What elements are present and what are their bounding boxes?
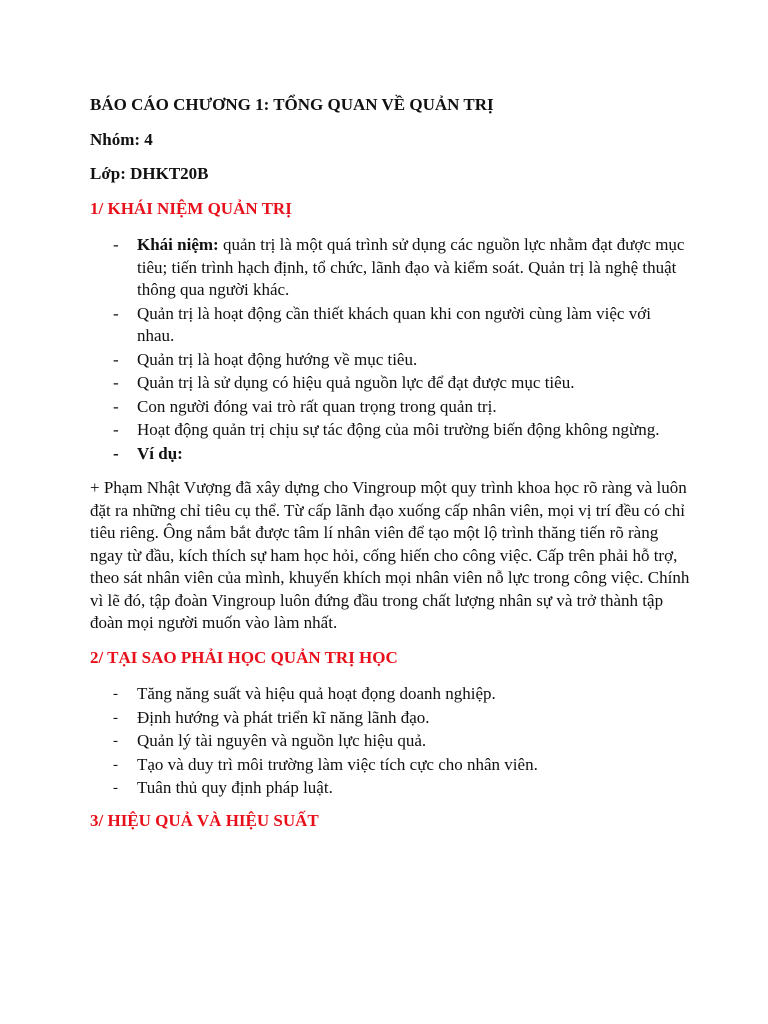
list-item-text: Tuân thủ quy định pháp luật. <box>137 778 333 797</box>
list-item-text: Quản lý tài nguyên và nguồn lực hiệu quả. <box>137 731 427 750</box>
list-item-text: Quản trị là hoạt động hướng về mục tiêu. <box>137 349 418 369</box>
example-label: Ví dụ: <box>137 443 183 463</box>
dash-bullet: - <box>113 709 118 726</box>
example-paragraph: + Phạm Nhật Vượng đã xây dựng cho Vingroup một quy trình khoa học rõ ràng và luôn đặt ra những chỉ tiêu cụ thể. Từ cấp lãnh đạo xuống cấp nhân viên, mọi vị trí đều có chỉ tiêu riêng. Ông nắm bắt được tâm lí nhân viên để tạo một lộ trình thăng tiến rõ ràng ngay từ đầu, kích thích sự ham học hỏi, cống hiến cho công việc. Cấp trên phải hỗ trợ, theo sát nhân viên của mình, khuyến khích mọi nhân viên nỗ lực trong công việc. Chính vì lẽ đó, tập đoàn Vingroup luôn đứng đầu trong chất lượng nhân sự và trở thành tập đoàn mọi người muốn vào làm nhất. <box>90 478 690 632</box>
section-3-heading: 3/ HIỆU QUẢ VÀ HIỆU SUẤT <box>90 810 319 830</box>
list-item-text: Tăng năng suất và hiệu quả hoạt đọng doanh nghiệp. <box>137 684 496 703</box>
list-item <box>90 234 690 302</box>
section-2-heading: 2/ TẠI SAO PHẢI HỌC QUẢN TRỊ HỌC <box>90 647 398 667</box>
section-1-list <box>90 234 690 465</box>
section-1-heading: 1/ KHÁI NIỆM QUẢN TRỊ <box>90 198 292 218</box>
list-item <box>90 396 690 419</box>
list-item <box>90 372 690 395</box>
list-item <box>90 730 690 753</box>
dash-bullet: - <box>113 349 119 369</box>
list-item-text: Tạo và duy trì môi trường làm việc tích cực cho nhân viên. <box>137 754 538 774</box>
dash-bullet: - <box>113 686 118 702</box>
dash-bullet: - <box>113 756 118 773</box>
list-item-text: Quản trị là hoạt động cần thiết khách quan khi con người cùng làm việc với nhau. <box>137 303 651 345</box>
list-item <box>90 419 690 442</box>
dash-bullet: - <box>113 780 118 796</box>
dash-bullet: - <box>113 303 119 323</box>
dash-bullet: - <box>113 443 119 463</box>
list-item <box>90 443 690 466</box>
list-item <box>90 754 690 777</box>
document-title: BÁO CÁO CHƯƠNG 1: TỔNG QUAN VỀ QUẢN TRỊ <box>90 95 494 114</box>
list-item-text: Quản trị là sử dụng có hiệu quả nguồn lực để đạt được mục tiêu. <box>137 373 575 392</box>
dash-bullet: - <box>113 420 119 439</box>
document-body <box>90 94 690 832</box>
list-item <box>90 303 690 348</box>
dash-bullet: - <box>113 235 119 254</box>
definition-label: Khái niệm: <box>137 235 219 254</box>
class-line: Lớp: DHKT20B <box>90 164 209 183</box>
dash-bullet: - <box>113 733 118 749</box>
dash-bullet: - <box>113 373 119 392</box>
list-item <box>90 777 690 800</box>
list-item <box>90 683 690 706</box>
list-item <box>90 707 690 730</box>
section-2-list <box>90 683 690 800</box>
dash-bullet: - <box>113 396 119 416</box>
list-item-text: Hoạt động quản trị chịu sự tác động của môi trường biến động không ngừng. <box>137 420 660 439</box>
group-line: Nhóm: 4 <box>90 129 153 149</box>
list-item-text: Con người đóng vai trò rất quan trọng trong quản trị. <box>137 396 497 416</box>
definition-text: quản trị là một quá trình sử dụng các nguồn lực nhằm đạt được mục tiêu; tiến trình hạch định, tổ chức, lãnh đạo và kiểm soát. Quản trị là nghệ thuật thông qua người khác. <box>137 235 685 299</box>
list-item-text: Định hướng và phát triển kĩ năng lãnh đạo. <box>137 707 430 727</box>
list-item <box>90 349 690 372</box>
